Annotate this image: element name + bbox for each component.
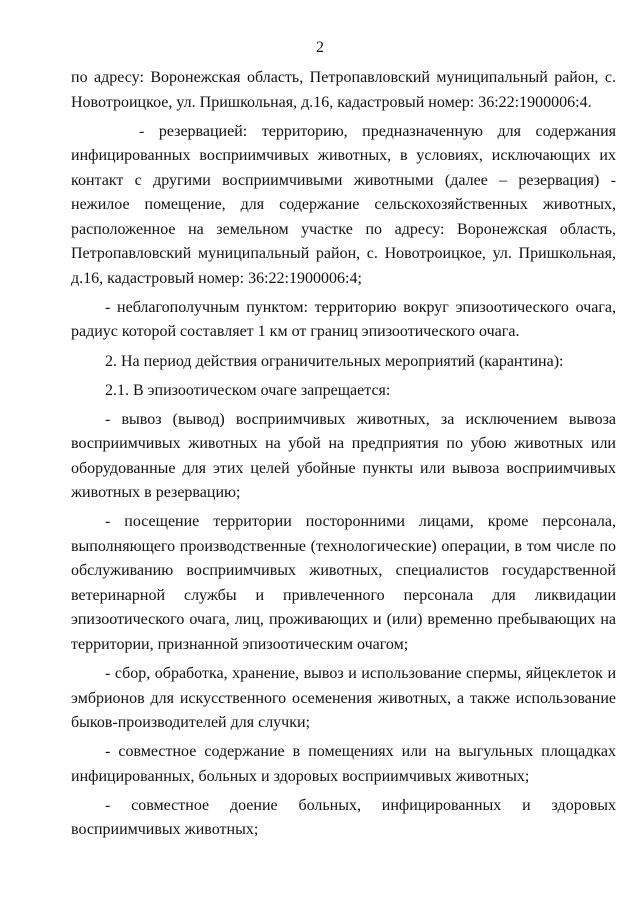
paragraph-address-continuation: по адресу: Воронежская область, Петропавловский муниципальный район, с. Новотроицкое, ул. Пришкольная, д.16, кадастровый номер: 36:22:1900006:4. [71, 69, 616, 111]
paragraph-prohibition-joint-milking: - совместное доение больных, инфицированных и здоровых восприимчивых животных; [71, 796, 616, 839]
document-body [71, 66, 616, 847]
paragraph-unfavorable-point: - неблагополучным пунктом: территорию вокруг эпизоотического очага, радиус которой составляет 1 км от границ эпизоотического очага. [71, 298, 616, 341]
paragraph-section-2-heading: 2. На период действия ограничительных мероприятий (карантина): [105, 352, 564, 370]
paragraph-section-2-1-heading: 2.1. В эпизоотическом очаге запрещается: [105, 381, 391, 399]
paragraph-reservation-definition: - резервацией: территорию, предназначенную для содержания инфицированных восприимчивых животных, в условиях, исключающих их контакт с другими восприимчивыми животными (далее – резервация) - нежилое помещение, для содержание сельскохозяйственных животных, расположенное на земельном участке по адресу: Воронежская область, Петропавловский муниципальный район, с. Новотроицкое, ул. Пришкольная, д.16, кадастровый номер: 36:22:1900006:4; [71, 122, 616, 287]
paragraph-prohibition-semen: - сбор, обработка, хранение, вывоз и использование спермы, яйцеклеток и эмбрионов для искусственного осеменения животных, а также использование быков-производителей для случки; [71, 665, 616, 732]
paragraph-prohibition-export: - вывоз (вывод) восприимчивых животных, за исключением вывоза восприимчивых животных на убой на предприятия по убою животных или оборудованные для этих целей убойные пункты или вывоза восприимчивых животных в резервацию; [71, 410, 616, 502]
page-number: 2 [316, 39, 324, 56]
paragraph-prohibition-joint-keeping: - совместное содержание в помещениях или на выгульных площадках инфицированных, больных и здоровых восприимчивых животных; [71, 743, 616, 785]
paragraph-prohibition-visits: - посещение территории посторонними лицами, кроме персонала, выполняющего производственные (технологические) операции, в том числе по обслуживанию восприимчивых животных, специалистов государственной ветеринарной службы и привлеченного персонала для ликвидации эпизоотического очага, лиц, проживающих и (или) временно пребывающих на территории, признанной эпизоотическим очагом; [71, 513, 616, 654]
